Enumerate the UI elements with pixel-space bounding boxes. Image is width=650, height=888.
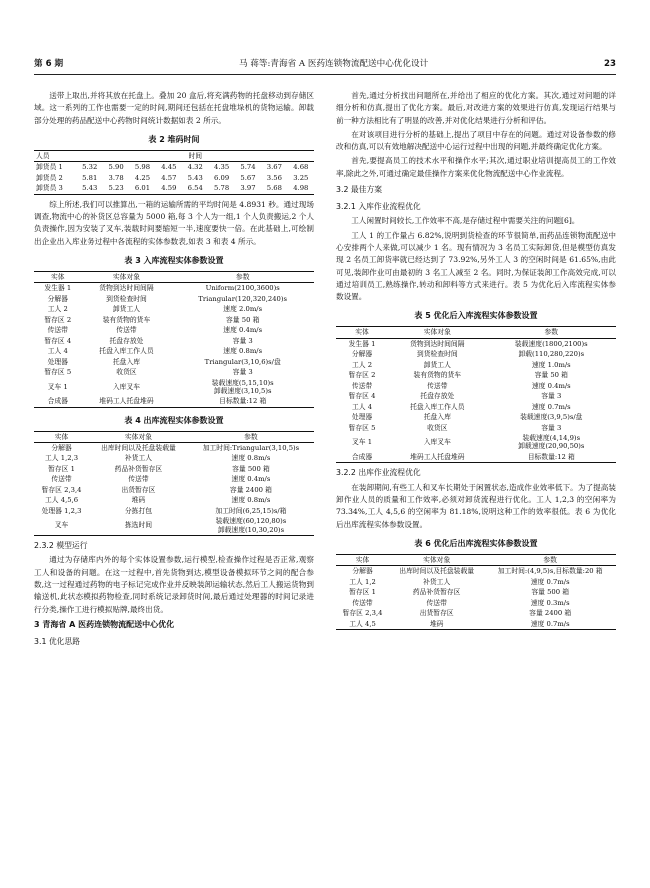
table-cell: 暂存区 4 [44, 336, 72, 345]
table-cell: 装载速度(4,14,9)s 卸载速度(20,90,50)s [518, 434, 585, 451]
table-cell: Triangular(120,320,240)s [198, 294, 288, 303]
table-cell: 卸货员 2 [36, 173, 63, 182]
table-row [336, 598, 616, 608]
table-cell: 暂存区 5 [44, 368, 72, 377]
table-cell: 3.97 [235, 183, 261, 194]
section-heading: 2.3.2 模型运行 [34, 540, 88, 550]
table-header-cell: 实体 [336, 327, 388, 338]
table-row [34, 162, 314, 173]
table-cell: 出库时间以及托盘装载量 [399, 567, 475, 576]
table-4 [34, 431, 314, 536]
table-cell: 速度 0.7m/s [530, 577, 570, 586]
table-cell: 装载速度(3,9,5)s/盘 [520, 413, 583, 422]
table-5 [336, 326, 616, 463]
table-cell: 发生器 1 [348, 339, 376, 348]
table-row [336, 452, 616, 463]
table-row [34, 367, 314, 377]
table-cell: 合成器 [336, 452, 388, 463]
table-cell: 4.98 [288, 183, 314, 194]
table-6-caption: 表 6 优化后出库流程实体参数设置 [414, 538, 538, 548]
table-cell: 6.54 [182, 183, 208, 194]
table-row [336, 370, 616, 380]
table-cell: 容量 3 [232, 336, 253, 345]
table-cell: 处理器 [47, 357, 68, 366]
table-cell: 工人 1,2 [349, 577, 376, 586]
issue-number: 第 6 期 [34, 59, 64, 70]
table-4-caption: 表 4 出库流程实体参数设置 [124, 415, 224, 425]
table-row [34, 183, 314, 194]
table-row [336, 566, 616, 577]
table-cell: 5.43 [187, 173, 203, 182]
table-row [34, 443, 314, 454]
paragraph: 送带上取出,并将其放在托盘上。叠加 20 盒后,将充满药物的托盘移动到存储区域。这一系列的工作也需要一定的时间,期间还包括在托盘堆垛机的货物运输。卸载部分处理的药品配送中心药物时间统计数据如表 2 所示。 [34, 91, 314, 125]
table-cell: 装载速度(1800,2100)s [514, 339, 588, 348]
table-cell: 加工时间(6,25,15)s/箱 [215, 506, 287, 515]
table-row [34, 516, 314, 535]
table-header-cell: 实体 [34, 431, 89, 442]
table-cell: 处理器 [351, 413, 373, 422]
table-cell: 5.43 [77, 183, 103, 194]
section-heading: 3.2.1 入库作业流程优化 [336, 201, 421, 211]
table-cell: 装有货物的货车 [413, 371, 462, 380]
table-row [336, 338, 616, 349]
table-2 [34, 150, 314, 195]
table-cell: 分解器 [351, 350, 373, 359]
paragraph: 首先,要提高员工的技术水平和操作水平;其次,通过职业培训提高员工的工作效率,除此之外,可通过确定最佳操作方案来优化物流配送中心作业流程。 [336, 156, 616, 178]
table-cell: 容量 3 [232, 368, 253, 377]
table-cell: 3.78 [108, 173, 124, 182]
table-cell: 5.98 [134, 163, 151, 172]
table-row [34, 485, 314, 495]
table-cell: 传送带 [426, 598, 447, 607]
table-cell: 卸货工人 [112, 305, 141, 314]
table-cell: 托盘存放处 [109, 336, 144, 345]
table-cell: 传送带 [352, 598, 373, 607]
table-row [336, 349, 616, 359]
table-header-cell: 参数 [484, 554, 616, 565]
table-cell: 容量 3 [541, 423, 562, 432]
table-cell: 暂存区 2,3,4 [41, 485, 82, 494]
table-header-row [34, 271, 314, 282]
table-header-cell: 实体对象 [82, 271, 172, 282]
table-6 [336, 554, 616, 630]
table-cell: 出货暂存区 [419, 609, 454, 618]
table-cell: 暂存区 2 [44, 315, 72, 324]
table-cell: 5.90 [108, 163, 124, 172]
table-cell: 容量 2400 箱 [529, 609, 572, 618]
table-6-body [336, 566, 616, 630]
table-row [34, 325, 314, 335]
table-cell: Triangular(3,10,6)s/盘 [204, 357, 281, 366]
table-cell: 堆码工人托盘堆码 [388, 452, 486, 463]
section-heading: 3.2.2 出库作业流程优化 [336, 468, 421, 477]
table-cell: 速度 0.3m/s [530, 598, 570, 607]
table-cell: 容量 500 箱 [531, 588, 569, 597]
table-row [336, 381, 616, 391]
table-cell: 速度 1.0m/s [531, 360, 571, 369]
paragraph: 首先,通过分析找出问题所在,并给出了相应的优化方案。其次,通过对问题的详细分析和仿真,提出了优化方案。最后,对改进方案的效果进行仿真,发现运行结果与前一种方法相比有了明显的改善,并对优化结果进行分析和评估。 [336, 91, 616, 125]
table-cell: 加工时间:Triangular(3,10,5)s [202, 444, 300, 452]
table-header-cell: 实体 [34, 271, 82, 282]
table-header-row [34, 431, 314, 442]
table-cell: 5.23 [103, 183, 129, 194]
table-cell: 容量 3 [541, 392, 562, 401]
table-cell: 5.74 [240, 163, 256, 172]
table-cell: 速度 0.7m/s [484, 619, 616, 630]
table-row [336, 402, 616, 412]
table-cell: 药品补货暂存区 [412, 588, 461, 597]
table-cell: 暂存区 2 [348, 371, 376, 380]
table-cell: 分解器 [352, 567, 373, 576]
table-row [34, 396, 314, 407]
table-4-body [34, 443, 314, 536]
table-row [34, 283, 314, 294]
table-row [34, 464, 314, 474]
table-cell: 药品补货暂存区 [114, 464, 163, 473]
table-row [336, 360, 616, 370]
table-row [34, 294, 314, 304]
table-header-row [336, 327, 616, 338]
table-cell: 4.68 [293, 163, 309, 172]
table-header-cell: 参数 [171, 271, 314, 282]
table-cell: 叉车 1 [47, 382, 68, 391]
table-cell: 暂存区 1 [349, 588, 376, 597]
table-cell: 4.25 [134, 173, 151, 182]
table-cell: 5.32 [82, 163, 98, 172]
paragraph: 通过为存储库内外的每个实体设置参数,运行模型,检查操作过程是否正常,观察工人和设备的问题。在这一过程中,首先货物到达,模型设备模拟环节之间的配合参数,这一过程通过药物的电子标记完成作业并反映装卸运输状态,然后工人搬运货物到输送机,此状态模拟药物检查,同时系统记录卸货时间,最后通过处理器的时间记录进行分类,操作工进行模拟贴牌,最终出货。 [34, 555, 314, 614]
table-cell: 工人 4,5 [336, 619, 389, 630]
table-5-caption: 表 5 优化后入库流程实体参数设置 [414, 311, 538, 321]
table-cell: 5.67 [240, 173, 256, 182]
table-cell: 暂存区 1 [48, 464, 75, 473]
page-number: 23 [604, 59, 616, 70]
table-cell: 到货检查时间 [416, 350, 458, 359]
running-title: 马 蒋等:青海省 A 医药连锁物流配送中心优化设计 [239, 59, 429, 70]
table-cell: 暂存区 2,3,4 [342, 609, 383, 618]
table-cell: 托盘入库工作人员 [410, 402, 465, 411]
paragraph: 工人 1 的工作量占 6.82%,说明到货检查的环节很简单,而药品连锁物流配送中心安排两个人来做,可以减少 1 名。现有情况为 3 名员工实际卸货,但是模型仿真发现 2 名员工卸货率就已经达到了 73.92%,另外工人 3 的空闲时间是 61.65%,由此可见,装卸作业可由最初的 3 名工人减至 2 名。同时,为保证装卸工作高效完成,可以通过培训员工,熟练操作,转动和卸料等方式来进行。表 5 为优化后入库流程实体参数设置。 [336, 230, 616, 302]
table-cell: 到货检查时间 [106, 294, 147, 303]
table-cell: 加工时间:(4,9,5)s,目标数量:20 箱 [497, 567, 603, 576]
paragraph: 在对该项目进行分析的基础上,提出了项目中存在的问题。通过对设备参数的修改和仿真,可以有效地解决配送中心运行过程中出现的问题,并最终确定优化方案。 [336, 129, 616, 152]
table-cell: 托盘入库 [423, 413, 451, 422]
table-cell: 分解器 [51, 444, 72, 452]
section-heading: 3.1 优化思路 [34, 636, 81, 646]
table-row [336, 423, 616, 433]
table-cell: 托盘入库工作人员 [99, 347, 154, 356]
table-cell: 分解器 [47, 294, 68, 303]
table-cell: 补货工人 [423, 577, 451, 586]
table-row [34, 336, 314, 346]
table-cell: 托盘入库 [112, 357, 141, 366]
table-cell: 5.68 [261, 183, 287, 194]
table-row [336, 433, 616, 451]
table-header-cell: 参数 [487, 327, 616, 338]
table-header-cell: 时间 [77, 150, 314, 161]
table-header-cell: 实体对象 [388, 327, 486, 338]
table-cell: 工人 4 [47, 347, 68, 356]
paragraph: 工人闲置时间较长,工作效率不高,是存储过程中需要关注的问题[6]。 [351, 216, 580, 226]
table-row [336, 577, 616, 587]
table-cell: 货物到达时间间隔 [410, 339, 465, 348]
table-row [336, 412, 616, 422]
table-cell: 6.09 [214, 173, 230, 182]
table-cell: 工人 4 [352, 402, 373, 411]
table-cell: 传送带 [116, 326, 137, 335]
table-cell: 4.32 [187, 163, 203, 172]
table-row [34, 304, 314, 314]
paragraph: 综上所述,我们可以推算出,一箱的运输所需的平均时间是 4.8931 秒。通过现场调查,物流中心的补货区总容量为 5000 箱,每 3 个人为一组,1 个人负责搬运,2 个人负责操作,因为安装了叉车,装载时间要缩短一半,速度要快一倍。在此基础上,可绘制出企业出入库业务过程中各流程的实体参数表,如表 3 和表 4 所示。 [34, 199, 314, 246]
table-cell: 工人 2 [352, 360, 373, 369]
table-row [34, 315, 314, 325]
table-cell: 6.01 [129, 183, 155, 194]
table-cell: 收货区 [116, 368, 137, 377]
table-row [34, 474, 314, 484]
table-cell: 暂存区 5 [348, 423, 376, 432]
table-header-cell: 参数 [188, 431, 314, 442]
table-cell: 4.35 [214, 163, 230, 172]
table-cell: 工人 4,5,6 [44, 496, 79, 505]
table-cell: 5.81 [82, 173, 98, 182]
table-cell: 装有货物的货车 [102, 315, 151, 324]
table-cell: 容量 2400 箱 [229, 485, 272, 494]
table-cell: 处理器 1,2,3 [41, 506, 82, 515]
table-cell: 收货区 [427, 423, 448, 432]
table-cell: 装载速度(5,15,10)s 卸载速度(3,10,5)s [211, 378, 274, 395]
running-header [34, 56, 616, 75]
table-cell: 速度 0.4m/s [531, 381, 571, 390]
table-cell: 速度 0.4m/s [223, 326, 263, 335]
table-cell: 容量 500 箱 [232, 464, 270, 473]
table-cell: 货物到达时间间隔 [99, 284, 154, 293]
table-cell: 工人 1,2,3 [44, 454, 79, 463]
table-cell: 速度 2.0m/s [223, 305, 263, 314]
table-cell: 4.45 [161, 163, 177, 172]
table-cell: 传送带 [47, 326, 68, 335]
table-row [336, 587, 616, 597]
table-cell: 目标数量:12 箱 [487, 452, 616, 463]
table-cell: 叉车 1 [352, 438, 373, 447]
table-row [34, 378, 314, 396]
table-cell: 5.78 [208, 183, 234, 194]
table-cell: 卸载(110,280,220)s [518, 350, 585, 359]
table-header-cell: 实体对象 [89, 431, 188, 442]
table-cell: 合成器 [34, 396, 82, 407]
table-cell: 补货工人 [124, 454, 153, 463]
table-cell: 卸货工人 [423, 360, 451, 369]
table-cell: 拣选时间 [89, 516, 188, 535]
table-row [34, 357, 314, 367]
table-cell: 3.56 [266, 173, 282, 182]
section-heading: 3.2 最佳方案 [336, 185, 383, 195]
table-3 [34, 271, 314, 408]
table-cell: 出库时间以及托盘装载量 [101, 444, 176, 452]
table-header-cell: 人员 [34, 150, 77, 161]
table-cell: 入库叉车 [112, 382, 141, 391]
table-cell: 发生器 1 [44, 284, 72, 293]
table-3-body [34, 283, 314, 407]
table-cell: 4.57 [161, 173, 177, 182]
right-column [336, 90, 616, 634]
table-row [34, 173, 314, 183]
table-cell: 装载速度(60,120,80)s 卸载速度(10,30,20)s [188, 516, 314, 535]
table-cell: 容量 50 箱 [226, 315, 260, 324]
table-cell: 工人 2 [47, 305, 68, 314]
table-cell: 入库叉车 [423, 438, 451, 447]
table-cell: 目标数量:12 箱 [171, 396, 314, 407]
table-row [336, 608, 616, 618]
table-3-caption: 表 3 入库流程实体参数设置 [124, 255, 224, 265]
table-cell: Uniform(2100,3600)s [205, 284, 280, 293]
table-cell: 托盘存放处 [420, 392, 455, 401]
table-header-cell: 实体对象 [389, 554, 484, 565]
table-header-row [336, 554, 616, 565]
table-cell: 4.59 [156, 183, 182, 194]
table-row [336, 391, 616, 401]
table-cell: 传送带 [51, 475, 72, 484]
table-cell: 堆码 [131, 496, 146, 505]
table-cell: 堆码工人托盘堆码 [82, 396, 172, 407]
table-2-body [34, 162, 314, 194]
table-cell: 3.67 [266, 163, 282, 172]
table-cell: 速度 0.8m/s [231, 496, 271, 505]
section-heading: 3 青海省 A 医药连锁物流配送中心优化 [34, 619, 175, 629]
table-row [34, 506, 314, 516]
table-row [34, 346, 314, 356]
table-header-cell: 实体 [336, 554, 389, 565]
table-cell: 分拣打包 [124, 506, 153, 515]
table-row [34, 495, 314, 505]
table-row [34, 453, 314, 463]
paragraph: 在装卸期间,有些工人和叉车长期处于闲置状态,造成作业效率低下。为了提高装卸作业人员的质量和工作效率,必须对卸货流程进行优化。工人 1,2,3 的空闲率为 73.34%,工人 4,5,6 的空闲率为 81.18%,说明这种工作的效率很低。表 6 为优化后出库流程实体参数设置。 [336, 482, 616, 529]
table-cell: 速度 0.8m/s [231, 454, 271, 463]
table-cell: 卸货员 1 [36, 163, 63, 172]
table-cell: 速度 0.8m/s [223, 347, 263, 356]
table-cell: 容量 50 箱 [534, 371, 568, 380]
left-column [34, 90, 314, 650]
table-cell: 堆码 [389, 619, 484, 630]
table-5-body [336, 338, 616, 462]
table-cell: 出货暂存区 [121, 485, 156, 494]
table-cell: 传送带 [351, 381, 373, 390]
table-cell: 传送带 [128, 475, 149, 484]
table-cell: 卸货员 3 [34, 183, 77, 194]
table-cell: 叉车 [34, 516, 89, 535]
table-cell: 暂存区 4 [348, 392, 376, 401]
table-row [336, 619, 616, 630]
table-cell: 3.25 [293, 173, 309, 182]
table-2-caption: 表 2 堆码时间 [148, 134, 200, 144]
table-cell: 速度 0.4m/s [231, 475, 271, 484]
table-cell: 速度 0.7m/s [531, 402, 571, 411]
table-cell: 传送带 [427, 381, 448, 390]
